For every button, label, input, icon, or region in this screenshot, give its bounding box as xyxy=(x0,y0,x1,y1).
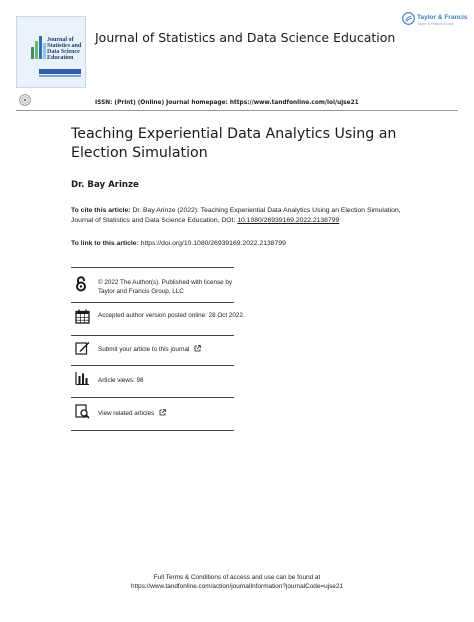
open-access-icon xyxy=(75,276,87,292)
cover-stripe xyxy=(39,69,81,74)
related-articles-icon xyxy=(75,404,90,419)
info-divider xyxy=(71,267,234,268)
bar-chart-icon xyxy=(75,372,89,385)
header-divider xyxy=(16,110,458,111)
article-doi-url[interactable]: https://doi.org/10.1080/26939169.2022.2138799 xyxy=(140,240,286,247)
article-views-text: Article views: 98 xyxy=(98,377,144,384)
external-link-icon xyxy=(194,345,201,352)
journal-cover-image xyxy=(16,16,86,88)
article-link-line xyxy=(71,240,286,247)
terms-footer-url[interactable]: https://www.tandfonline.com/action/journalInformation?journalCode=ujse21 xyxy=(131,583,343,590)
calendar-icon xyxy=(75,309,90,324)
article-title: Teaching Experiential Data Analytics Using an Election Simulation xyxy=(71,126,397,161)
article-author: Dr. Bay Arinze xyxy=(71,180,139,190)
cover-stripe-thin xyxy=(39,75,81,77)
related-articles-text: View related articles xyxy=(98,410,155,417)
journal-title[interactable]: Journal of Statistics and Data Science Education xyxy=(95,30,396,45)
issn-homepage-line[interactable]: ISSN: (Print) (Online) Journal homepage: https://www.tandfonline.com/loi/ujse21 xyxy=(95,100,359,106)
citation-text: Dr. Bay Arinze (2022): Teaching Experiential Data Analytics Using an Election Simulation, Journal of Statistics and Data Science Education, DOI: xyxy=(71,207,401,224)
cover-chart-icon xyxy=(31,33,47,59)
citation-block xyxy=(71,206,401,226)
taylor-francis-logo-icon xyxy=(402,12,415,25)
info-divider xyxy=(71,397,234,398)
cover-title: Journal of Statistics and Data Science Education xyxy=(47,37,82,61)
article-link-label: To link to this article: xyxy=(71,240,139,247)
submit-article-link[interactable] xyxy=(98,345,248,355)
terms-footer-line1: Full Terms & Conditions of access and use can be found at xyxy=(153,574,321,581)
info-divider xyxy=(71,302,234,303)
info-divider xyxy=(71,430,234,431)
publisher-logo-subtitle: Taylor & Francis Group xyxy=(417,22,454,26)
info-divider xyxy=(71,335,234,336)
society-seal-icon xyxy=(19,94,31,106)
accepted-date-text: Accepted author version posted online: 28 Oct 2022. xyxy=(98,312,245,319)
terms-footer xyxy=(0,573,474,591)
edit-icon xyxy=(75,341,90,355)
citation-doi-link[interactable]: 10.1080/26939169.2022.2138799 xyxy=(237,217,340,224)
citation-label: To cite this article: xyxy=(71,207,131,214)
info-divider xyxy=(71,365,234,366)
submit-article-text: Submit your article to this journal xyxy=(98,346,190,353)
related-articles-link[interactable] xyxy=(98,409,248,419)
external-link-icon xyxy=(159,409,166,416)
license-text: © 2022 The Author(s). Published with license by Taylor and Francis Group, LLC xyxy=(98,279,233,295)
publisher-logo-name: Taylor & Francis xyxy=(417,14,468,21)
